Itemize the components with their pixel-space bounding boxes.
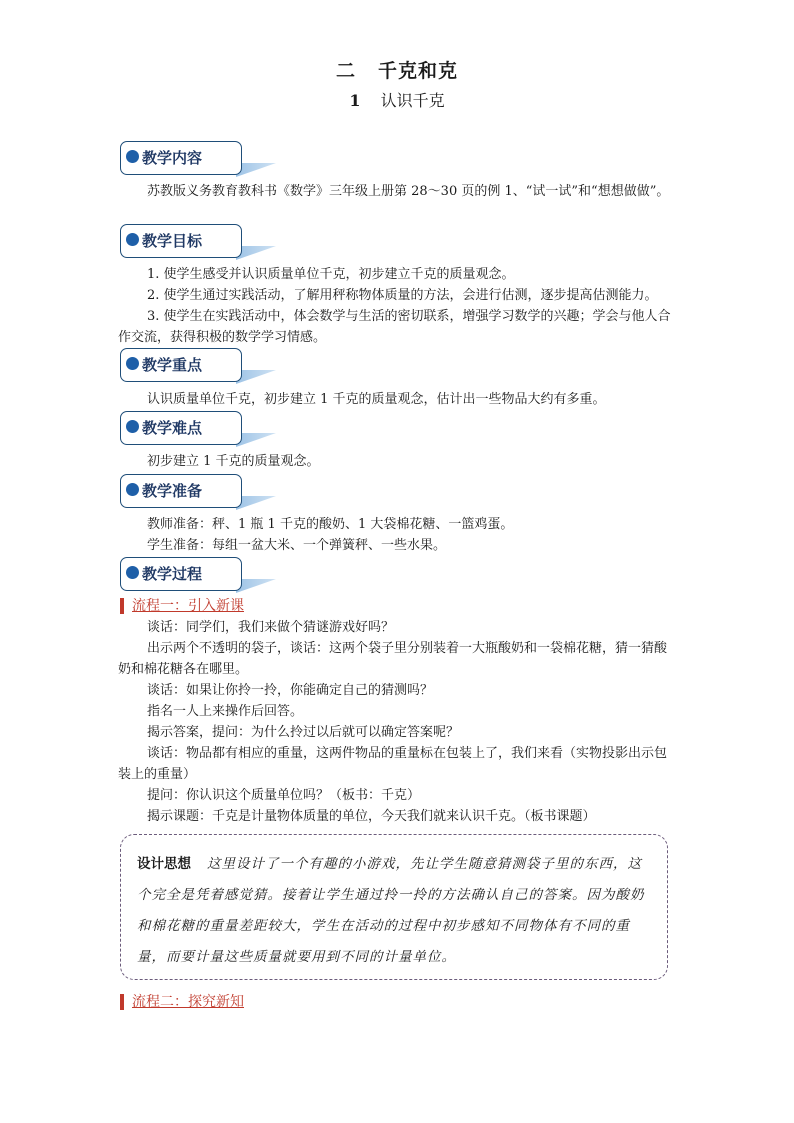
design-note-heading: 设计思想: [137, 856, 191, 872]
goal-item: 1. 使学生感受并认识质量单位千克，初步建立千克的质量观念。: [147, 267, 515, 282]
flow-heading: [120, 994, 244, 1010]
flow-title: 流程二：探究新知: [132, 994, 244, 1010]
chapter-heading: [0, 56, 794, 83]
tag-decoration: [236, 496, 276, 510]
flow-line: 谈话：物品都有相应的重量，这两件物品的重量标在包装上了，我们来看（实物投影出示包装上的重量）: [118, 746, 668, 782]
bullet-dot-icon: [126, 420, 139, 433]
tag-decoration: [236, 370, 276, 384]
tag-decoration: [236, 433, 276, 447]
prep-item: 学生准备：每组一盆大米、一个弹簧秤、一些水果。: [147, 538, 447, 553]
section-tag-key: [120, 348, 272, 384]
chapter-title: 千克和克: [378, 60, 459, 82]
lesson-title: 认识千克: [380, 91, 445, 110]
key-text: 认识质量单位千克，初步建立 1 千克的质量观念，估计出一些物品大约有多重。: [147, 392, 606, 407]
tag-decoration: [236, 246, 276, 260]
tag-decoration: [236, 163, 276, 177]
flow-line: 出示两个不透明的袋子，谈话：这两个袋子里分别装着一大瓶酸奶和一袋棉花糖，猜一猜酸奶和棉花糖各在哪里。: [118, 641, 668, 677]
bullet-dot-icon: [126, 357, 139, 370]
flow-line: 指名一人上来操作后回答。: [147, 704, 304, 719]
flow-line: 揭示课题：千克是计量物体质量的单位，今天我们就来认识千克。（板书课题）: [147, 809, 596, 824]
section-tag-content: [120, 141, 272, 177]
bullet-dot-icon: [126, 483, 139, 496]
goal-item: 2. 使学生通过实践活动，了解用秤称物体质量的方法，会进行估测，逐步提高估测能力。: [147, 288, 658, 303]
flow-line: 揭示答案，提问：为什么拎过以后就可以确定答案呢？: [147, 725, 460, 740]
bullet-dot-icon: [126, 233, 139, 246]
section-tag-goals: [120, 224, 272, 260]
flow-heading: [120, 598, 244, 614]
design-note-text: 这里设计了一个有趣的小游戏，先让学生随意猜测袋子里的东西，这个完全是凭着感觉猜。接着让学生通过拎一拎的方法确认自己的答案。因为酸奶和棉花糖的重量差距较大，学生在活动的过程中初步感知不同物体有不同的重量，而要计量这些质量就要用到不同的计量单位。: [137, 856, 645, 965]
section-tag-difficulty: [120, 411, 272, 447]
section-label: 教学准备: [142, 482, 203, 500]
flow-title: 流程一：引入新课: [132, 598, 244, 614]
section-label: 教学过程: [142, 565, 203, 583]
section-label: 教学难点: [142, 419, 203, 437]
lesson-number: 1: [349, 91, 361, 110]
bullet-dot-icon: [126, 566, 139, 579]
difficulty-text: 初步建立 1 千克的质量观念。: [147, 454, 320, 469]
goal-item: 3. 使学生在实践活动中，体会数学与生活的密切联系，增强学习数学的兴趣；学会与他人合作交流，获得积极的数学学习情感。: [118, 309, 671, 345]
section-label: 教学目标: [142, 232, 203, 250]
design-note-box: [120, 834, 668, 980]
lesson-heading: [0, 88, 794, 111]
section-label: 教学内容: [142, 149, 203, 167]
tag-decoration: [236, 579, 276, 593]
content-text: 苏教版义务教育教科书《数学》三年级上册第 28～30 页的例 1、“试一试”和“想想做做”。: [147, 184, 670, 199]
section-label: 教学重点: [142, 356, 203, 374]
flow-line: 谈话：同学们，我们来做个猜谜游戏好吗？: [147, 620, 395, 635]
bullet-dot-icon: [126, 150, 139, 163]
prep-item: 教师准备：秤、1 瓶 1 千克的酸奶、1 大袋棉花糖、一篮鸡蛋。: [147, 517, 514, 532]
chapter-number: 二: [335, 60, 356, 82]
section-tag-process: [120, 557, 272, 593]
section-tag-prep: [120, 474, 272, 510]
flow-line: 提问：你认识这个质量单位吗？（板书：千克）: [147, 788, 421, 803]
flow-line: 谈话：如果让你拎一拎，你能确定自己的猜测吗？: [147, 683, 434, 698]
